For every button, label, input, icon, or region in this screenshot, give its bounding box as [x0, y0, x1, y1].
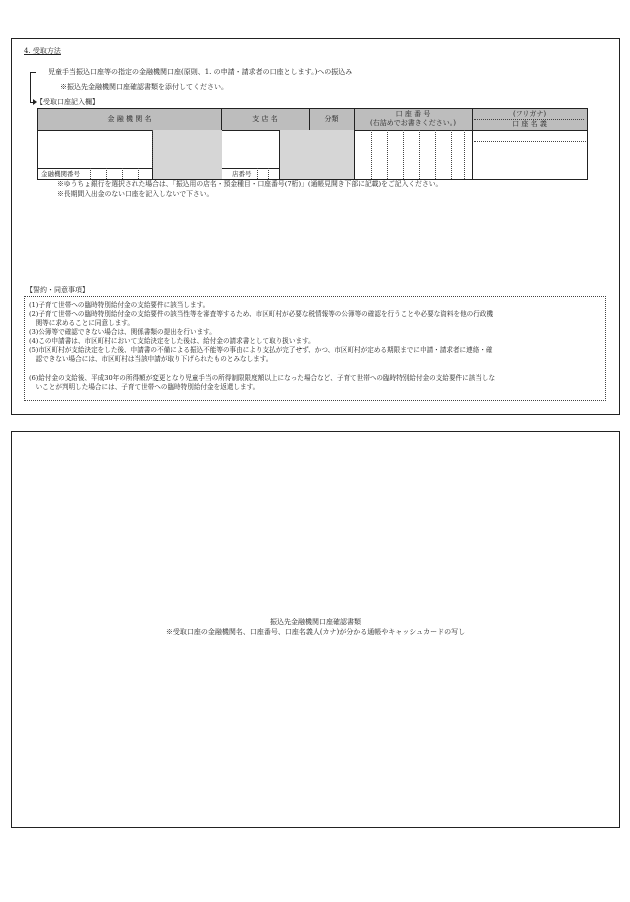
header-bank: 金 融 機 関 名 [107, 115, 152, 123]
attachment-title: 振込先金融機関口座確認書類 [270, 618, 361, 626]
holder-name-field[interactable] [473, 142, 587, 179]
account-table [37, 108, 588, 180]
digit-sep [257, 168, 258, 179]
section-title: 4. 受取方法 [24, 47, 61, 55]
account-number-field[interactable] [355, 130, 472, 179]
yucho-note: ※ゆうちょ銀行を選択された場合は、「振込用の店名・預金種目・口座番号(7桁)」(通帳見開き下部に記載)をご記入ください。 [57, 180, 443, 188]
agreement-item: (2)子育て世帯への臨時特別給付金の支給要件の該当性等を審査等するため、市区町村が必要な税情報等の公簿等の確認を行うことや必要な資料を他の行政機 [29, 310, 494, 318]
bracket-top [30, 72, 36, 73]
agreement-item: 認できない場合には、市区町村は当該申請が取り下げられたものとみなします。 [29, 355, 273, 363]
digit-sep [90, 168, 91, 179]
header-kana: (フリガナ) [512, 110, 547, 118]
holder-kana-field[interactable] [473, 130, 587, 141]
digit-sep [435, 130, 436, 179]
agreement-item: (6)給付金の支給後、平成30年の所得額が変更となり児童手当の所得制限限度額以上になった場合など、子育て世帯への臨時特別給付金の支給要件に該当しな [29, 374, 496, 382]
digit-sep [371, 130, 372, 179]
digit-sep [138, 168, 139, 179]
header-type: 分類 [324, 115, 339, 123]
dormant-note: ※長期間入出金のない口座を記入しないで下さい。 [57, 190, 214, 198]
bank-code-field[interactable] [90, 168, 152, 179]
attach-note: ※振込先金融機関口座確認書類を添付してください。 [60, 83, 228, 91]
digit-sep [387, 130, 388, 179]
bank-name-field[interactable] [38, 130, 152, 168]
bank-code-label: 金融機関番号 [41, 170, 80, 178]
bank-type-shaded [152, 130, 222, 179]
agreement-item: 関等に求めることに同意します。 [29, 319, 134, 327]
digit-sep [419, 130, 420, 179]
header-account-no-sub: (右詰めでお書きください。) [370, 119, 456, 127]
header-holder: 口 座 名 義 [512, 120, 547, 128]
digit-sep [106, 168, 107, 179]
bracket-line [30, 72, 31, 102]
digit-sep [451, 130, 452, 179]
branch-code-label: 店番号 [232, 170, 252, 178]
bank-sub-divider [152, 130, 153, 168]
attachment-note: ※受取口座の金融機関名、口座番号、口座名義人(カナ)が分かる通帳やキャッシュカードの写し [165, 628, 466, 636]
agreement-title: 【誓約・同意事項】 [26, 286, 89, 294]
receive-option-text: 児童手当振込口座等の指定の金融機関口座(原則、1. の申請・請求者の口座とします。)への振込み [48, 68, 353, 76]
agreement-item: いことが判明した場合には、子育て世帯への臨時特別給付金を返還します。 [29, 383, 260, 391]
branch-name-field[interactable] [222, 130, 278, 168]
digit-sep [464, 130, 465, 179]
agreement-item: (5)市区町村が支給決定をした後、申請書の不備による振込不能等の事由により支払が完了せず、かつ、市区町村が定める期限までに申請・請求者に連絡・確 [29, 346, 493, 354]
agreement-item: (1)子育て世帯への臨時特別給付金の支給要件に該当します。 [29, 301, 210, 309]
agreement-item: (3)公簿等で確認できない場合は、関係書類の提出を行います。 [29, 328, 216, 336]
account-box-label: 【受取口座記入欄】 [36, 98, 99, 106]
branch-shaded [279, 130, 310, 179]
digit-sep [403, 130, 404, 179]
header-branch: 支 店 名 [252, 115, 278, 123]
header-account-no: 口 座 番 号 [395, 110, 431, 118]
digit-sep [268, 168, 269, 179]
type-shaded [310, 130, 354, 179]
agreement-item: (4)この申請書は、市区町村において支給決定をした後は、給付金の請求書として取り扱います。 [29, 337, 315, 345]
digit-sep [122, 168, 123, 179]
